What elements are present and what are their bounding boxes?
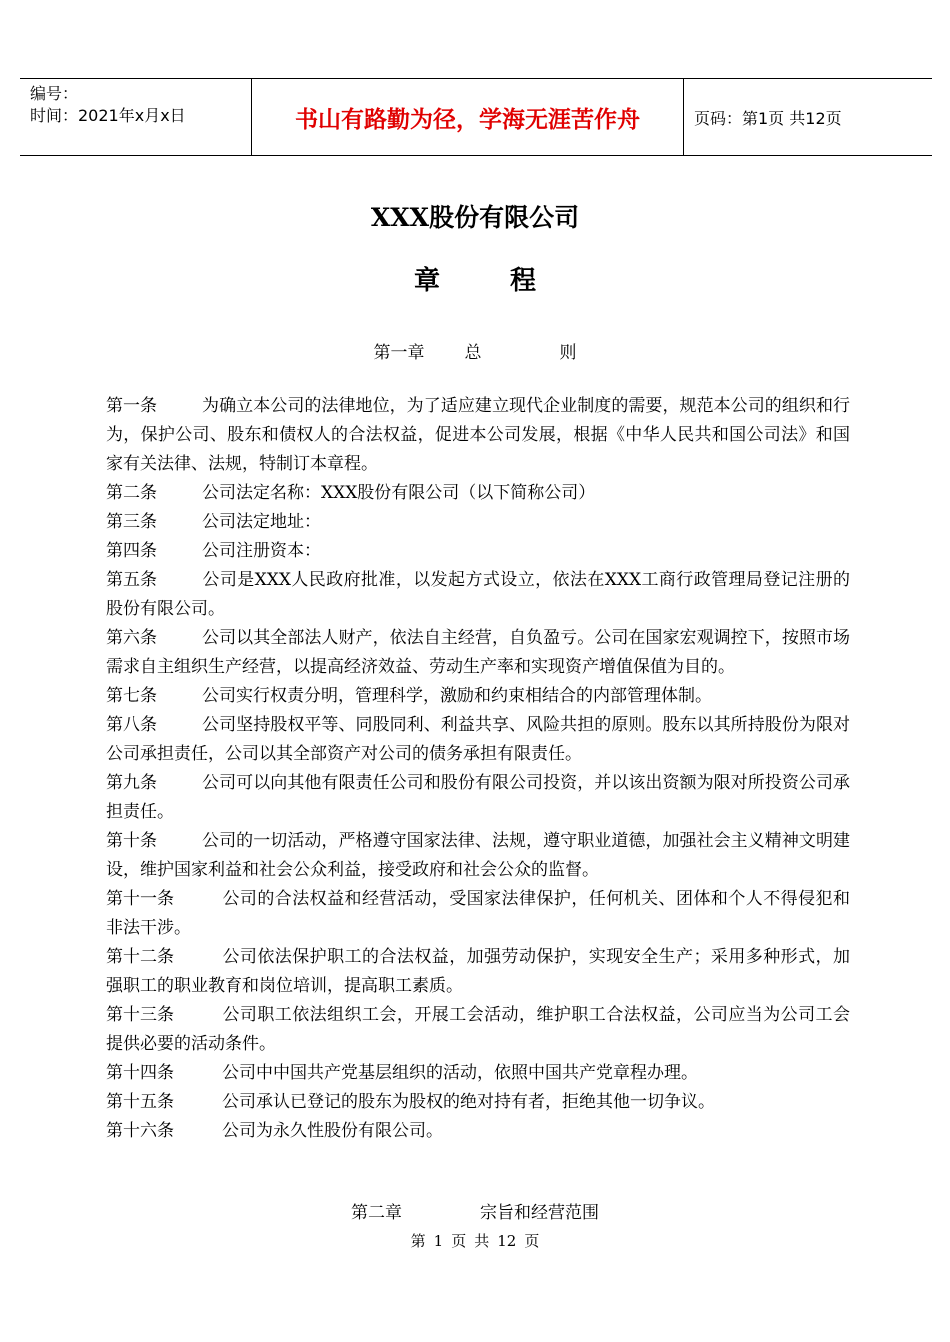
articles-body — [106, 392, 850, 1146]
chapter-2-number: 第二章 — [351, 1203, 402, 1223]
article — [106, 479, 850, 508]
article — [106, 711, 850, 769]
article — [106, 566, 850, 624]
document-title-char-1: 章 — [413, 266, 440, 296]
article-number: 第十六条 — [106, 1121, 174, 1141]
article-number: 第十四条 — [106, 1063, 174, 1083]
footer-text-2: 页 — [451, 1232, 467, 1250]
article-text: 公司注册资本： — [202, 541, 321, 561]
header-motto: 书山有路勤为径，学海无涯苦作舟 — [252, 79, 684, 155]
chapter-1-title-b: 则 — [559, 343, 577, 363]
article-number: 第四条 — [106, 541, 157, 561]
article-number: 第二条 — [106, 483, 157, 503]
article-number: 第十一条 — [106, 889, 174, 909]
article — [106, 392, 850, 479]
article — [106, 508, 850, 537]
article — [106, 943, 850, 1001]
article-text: 为确立本公司的法律地位，为了适应建立现代企业制度的需要，规范本公司的组织和行为，保护公司、股东和债权人的合法权益，促进本公司发展，根据《中华人民共和国公司法》和国家有关法律、法规，特制订本章程。 — [106, 396, 850, 474]
header-meta — [20, 79, 252, 155]
article — [106, 1088, 850, 1117]
chapter-2-heading — [0, 1198, 950, 1223]
article — [106, 827, 850, 885]
article — [106, 769, 850, 827]
footer-text-1: 第 — [410, 1232, 426, 1250]
article-number: 第十三条 — [106, 1005, 174, 1025]
article-text: 公司中中国共产党基层组织的活动，依照中国共产党章程办理。 — [222, 1063, 698, 1083]
chapter-1-title-a: 总 — [464, 343, 482, 363]
serial-label: 编号： — [30, 84, 79, 103]
article-text: 公司法定名称：XXX股份有限公司（以下简称公司） — [202, 483, 596, 503]
article — [106, 1001, 850, 1059]
company-title: XXX股份有限公司 — [370, 203, 580, 232]
article-number: 第六条 — [106, 628, 157, 648]
footer-text-3: 共 — [474, 1232, 490, 1250]
article — [106, 537, 850, 566]
article-number: 第三条 — [106, 512, 157, 532]
article-number: 第七条 — [106, 686, 157, 706]
page-footer — [0, 1230, 950, 1251]
chapter-1-number: 第一章 — [373, 343, 425, 363]
article-number: 第一条 — [106, 396, 157, 416]
document-title-char-2: 程 — [510, 266, 537, 296]
footer-page-number: 1 — [433, 1232, 444, 1250]
article-number: 第十二条 — [106, 947, 174, 967]
article-text: 公司承认已登记的股东为股权的绝对持有者，拒绝其他一切争议。 — [222, 1092, 715, 1112]
article-text: 公司的合法权益和经营活动，受国家法律保护，任何机关、团体和个人不得侵犯和非法干涉。 — [106, 889, 850, 938]
document-title — [0, 260, 950, 297]
header-page-info: 页码：第1页 共12页 — [694, 108, 842, 128]
article-text: 公司为永久性股份有限公司。 — [222, 1121, 443, 1141]
article — [106, 1059, 850, 1088]
article-text: 公司的一切活动，严格遵守国家法律、法规，遵守职业道德，加强社会主义精神文明建设，维护国家利益和社会公众利益，接受政府和社会公众的监督。 — [106, 831, 850, 880]
chapter-1-heading — [0, 338, 950, 363]
footer-text-4: 页 — [524, 1232, 540, 1250]
article-text: 公司职工依法组织工会，开展工会活动，维护职工合法权益，公司应当为公司工会提供必要的活动条件。 — [106, 1005, 850, 1054]
article-number: 第十五条 — [106, 1092, 174, 1112]
article-text: 公司是XXX人民政府批准，以发起方式设立，依法在XXX工商行政管理局登记注册的股份有限公司。 — [106, 570, 850, 619]
article-number: 第十条 — [106, 831, 157, 851]
article-text: 公司法定地址： — [202, 512, 321, 532]
article-text: 公司坚持股权平等、同股同利、利益共享、风险共担的原则。股东以其所持股份为限对公司承担责任，公司以其全部资产对公司的债务承担有限责任。 — [106, 715, 850, 764]
article-text: 公司以其全部法人财产，依法自主经营，自负盈亏。公司在国家宏观调控下，按照市场需求自主组织生产经营，以提高经济效益、劳动生产率和实现资产增值保值为目的。 — [106, 628, 850, 677]
time-label: 时间：2021年x月x日 — [30, 106, 186, 125]
footer-total-pages: 12 — [497, 1232, 517, 1250]
article — [106, 682, 850, 711]
page-header — [20, 78, 932, 156]
article-text: 公司可以向其他有限责任公司和股份有限公司投资，并以该出资额为限对所投资公司承担责任。 — [106, 773, 850, 822]
article-number: 第八条 — [106, 715, 157, 735]
article-text: 公司实行权责分明，管理科学，激励和约束相结合的内部管理体制。 — [202, 686, 712, 706]
article — [106, 885, 850, 943]
article-number: 第九条 — [106, 773, 157, 793]
chapter-2-title: 宗旨和经营范围 — [480, 1203, 599, 1223]
article-number: 第五条 — [106, 570, 157, 590]
article — [106, 624, 850, 682]
article — [106, 1117, 850, 1146]
article-text: 公司依法保护职工的合法权益，加强劳动保护，实现安全生产；采用多种形式，加强职工的职业教育和岗位培训，提高职工素质。 — [106, 947, 850, 996]
